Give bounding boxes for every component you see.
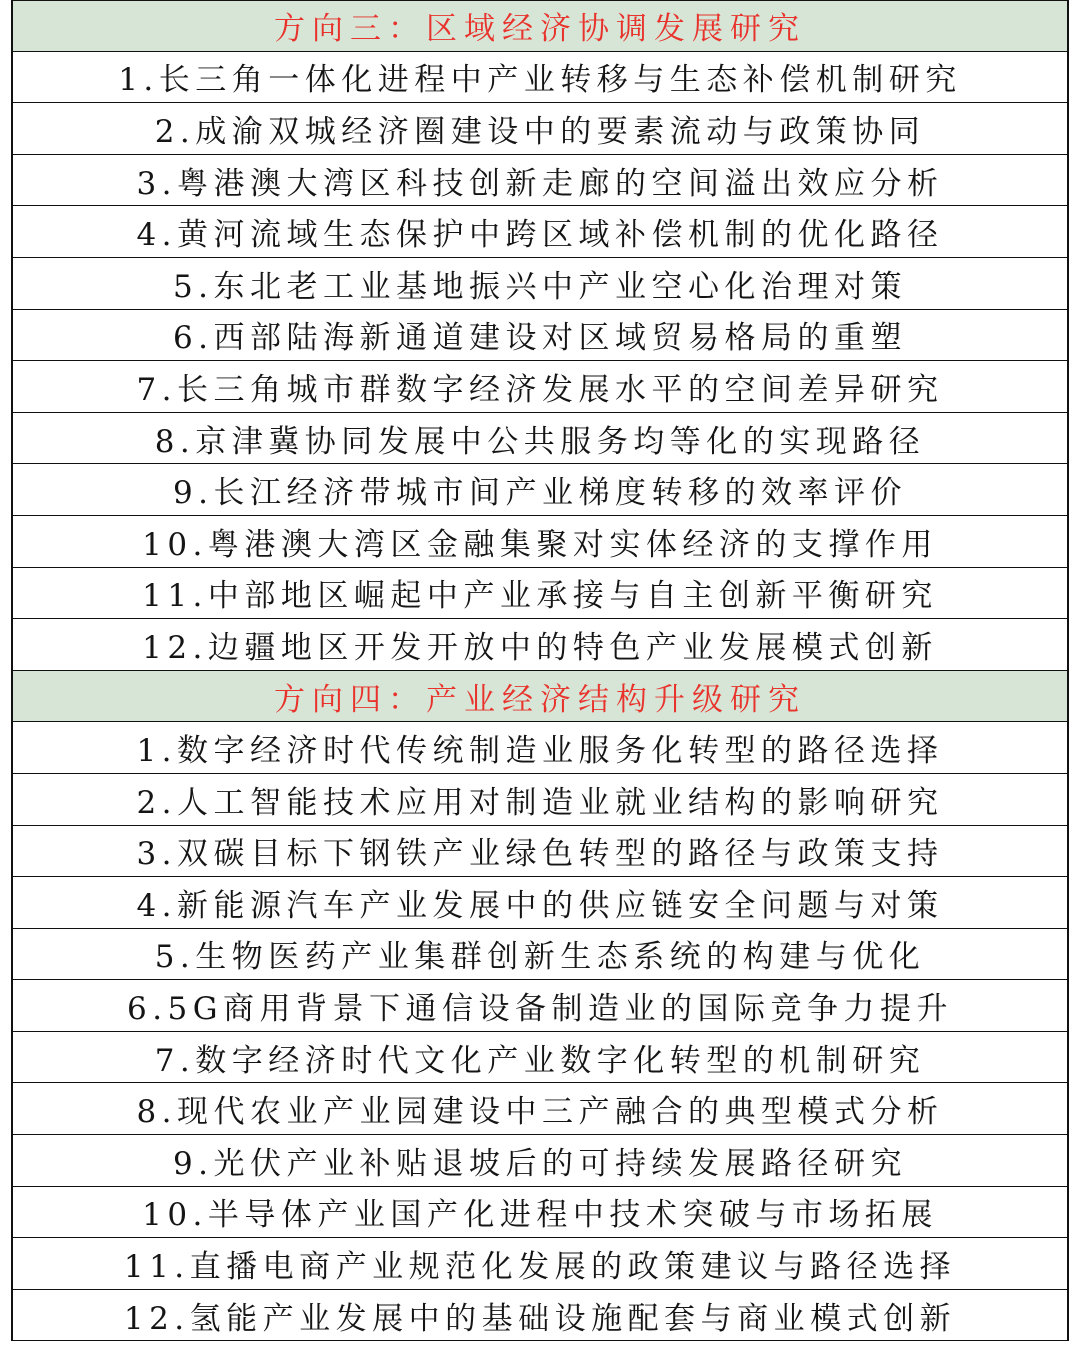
table-row: 10.半导体产业国产化进程中技术突破与市场拓展	[13, 1187, 1067, 1239]
section-heading: 方向四：产业经济结构升级研究	[13, 671, 1067, 723]
table-row: 9.光伏产业补贴退坡后的可持续发展路径研究	[13, 1135, 1067, 1187]
table-row: 4.新能源汽车产业发展中的供应链安全问题与对策	[13, 877, 1067, 929]
table-row: 11.中部地区崛起中产业承接与自主创新平衡研究	[13, 568, 1067, 620]
table-row: 8.京津冀协同发展中公共服务均等化的实现路径	[13, 413, 1067, 465]
table-row: 6.5G商用背景下通信设备制造业的国际竞争力提升	[13, 980, 1067, 1032]
table-row: 7.数字经济时代文化产业数字化转型的机制研究	[13, 1032, 1067, 1084]
table-row: 12.边疆地区开发开放中的特色产业发展模式创新	[13, 619, 1067, 671]
table-row: 6.西部陆海新通道建设对区域贸易格局的重塑	[13, 310, 1067, 362]
section-heading: 方向三：区域经济协调发展研究	[13, 0, 1067, 52]
table-row: 1.数字经济时代传统制造业服务化转型的路径选择	[13, 722, 1067, 774]
table-row: 3.粤港澳大湾区科技创新走廊的空间溢出效应分析	[13, 155, 1067, 207]
table-row: 11.直播电商产业规范化发展的政策建议与路径选择	[13, 1238, 1067, 1290]
table-row: 3.双碳目标下钢铁产业绿色转型的路径与政策支持	[13, 826, 1067, 878]
topic-table	[11, 0, 1069, 1341]
table-row: 7.长三角城市群数字经济发展水平的空间差异研究	[13, 361, 1067, 413]
table-row: 8.现代农业产业园建设中三产融合的典型模式分析	[13, 1083, 1067, 1135]
table-row: 4.黄河流域生态保护中跨区域补偿机制的优化路径	[13, 206, 1067, 258]
table-row: 1.长三角一体化进程中产业转移与生态补偿机制研究	[13, 52, 1067, 104]
table-row: 5.东北老工业基地振兴中产业空心化治理对策	[13, 258, 1067, 310]
table-row: 2.人工智能技术应用对制造业就业结构的影响研究	[13, 774, 1067, 826]
table-row: 12.氢能产业发展中的基础设施配套与商业模式创新	[13, 1290, 1067, 1342]
table-row: 9.长江经济带城市间产业梯度转移的效率评价	[13, 464, 1067, 516]
table-row: 10.粤港澳大湾区金融集聚对实体经济的支撑作用	[13, 516, 1067, 568]
table-row: 5.生物医药产业集群创新生态系统的构建与优化	[13, 929, 1067, 981]
table-row: 2.成渝双城经济圈建设中的要素流动与政策协同	[13, 103, 1067, 155]
